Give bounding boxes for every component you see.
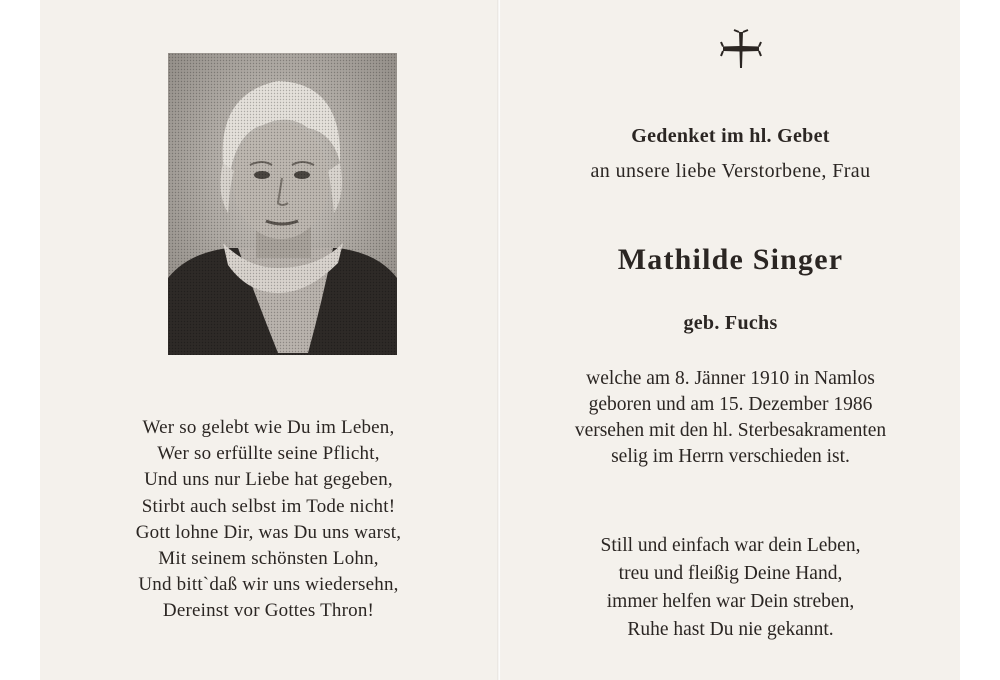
cross-icon — [719, 28, 763, 72]
details-line: selig im Herrn verschieden ist. — [611, 446, 850, 467]
verse-line: immer helfen war Dein streben, — [606, 591, 855, 612]
poem-line: Wer so gelebt wie Du im Leben, — [142, 417, 395, 438]
memorial-poem — [40, 415, 497, 625]
details-line: versehen mit den hl. Sterbesakramenten — [574, 420, 887, 441]
poem-line: Wer so erfüllte seine Pflicht, — [157, 443, 380, 465]
poem-line: Und uns nur Liebe hat gegeben, — [144, 469, 393, 491]
life-details — [501, 366, 960, 470]
memorial-heading: Gedenket im hl. Gebet — [631, 125, 830, 147]
poem-line: Stirbt auch selbst im Tode nicht! — [141, 495, 396, 517]
verse-line: treu und fleißig Deine Hand, — [618, 563, 843, 584]
details-line: geboren und am 15. Dezember 1986 — [588, 394, 873, 415]
poem-line: Gott lohne Dir, was Du uns warst, — [135, 521, 402, 543]
verse-line: Ruhe hast Du nie gekannt. — [627, 619, 834, 640]
birth-name: geb. Fuchs — [683, 312, 778, 334]
details-line: welche am 8. Jänner 1910 in Namlos — [586, 368, 875, 389]
left-panel — [40, 0, 497, 680]
poem-line: Und bitt`daß wir uns wiedersehn, — [138, 574, 399, 596]
memorial-verse — [501, 532, 960, 644]
portrait-photo — [168, 53, 397, 355]
verse-line: Still und einfach war dein Leben, — [600, 535, 861, 556]
right-panel — [501, 0, 960, 680]
poem-line: Mit seinem schönsten Lohn, — [158, 548, 379, 570]
deceased-name: Mathilde Singer — [617, 243, 844, 276]
memorial-subheading: an unsere liebe Verstorbene, Frau — [590, 160, 871, 182]
poem-line: Dereinst vor Gottes Thron! — [162, 600, 375, 622]
